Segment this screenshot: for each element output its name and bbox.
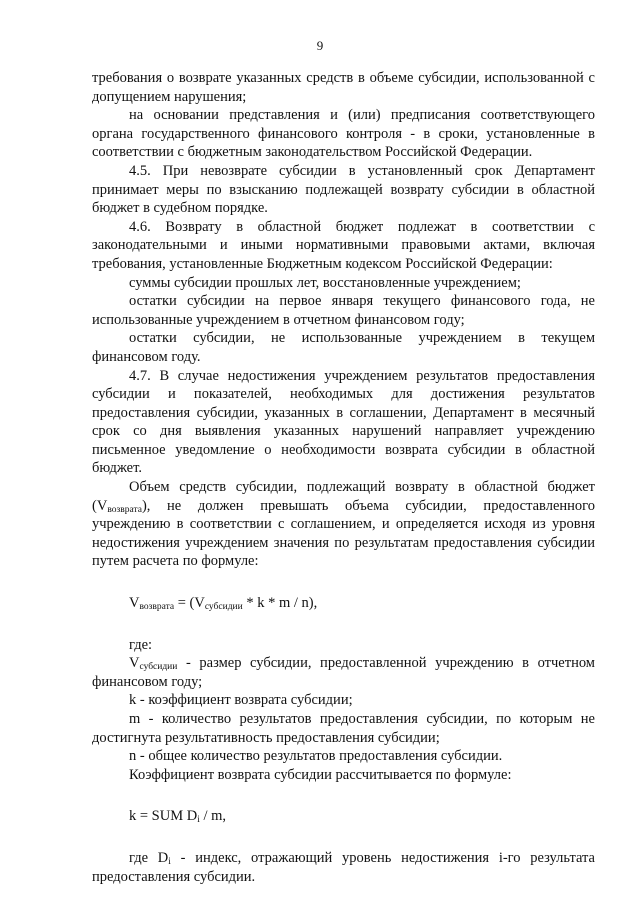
definition-m: m - количество результатов предоставления субсидии, по которым не достигнута результативность предоставления субсидии;: [92, 711, 595, 746]
formula-return-end: * k * m / n),: [242, 595, 318, 612]
paragraph-remains-january: остатки субсидии на первое января текущего финансового года, не использованные учреждением в отчетном финансовом году;: [92, 293, 595, 328]
document-body: [92, 69, 595, 886]
paragraph-4-5: 4.5. При невозврате субсидии в установленный срок Департамент принимает меры по взысканию подлежащей возврату субсидии в областной бюджет в судебном порядке.: [92, 162, 595, 217]
definition-v-subscript: субсидии: [139, 662, 178, 673]
paragraph-4-6: 4.6. Возврату в областной бюджет подлежат в соответствии с законодательными и иными нормативными правовыми актами, включая требования, установленные Бюджетным кодексом Российской Федерации:: [92, 218, 595, 272]
paragraph-4-7: 4.7. В случае недостижения учреждением результатов предоставления субсидии и показателей, необходимых для достижения результатов предоставления субсидии, указанных в соглашении, Департамент в месячный срок со дня выявления указанных нарушений направляет учреждению письменное уведомление о необходимости возврата субсидии в областной бюджет.: [92, 367, 595, 477]
paragraph-past-years: суммы субсидии прошлых лет, восстановленные учреждением;: [129, 274, 521, 291]
coefficient-intro: Коэффициент возврата субсидии рассчитывается по формуле:: [129, 766, 512, 783]
definition-di-before: где D: [129, 849, 169, 866]
paragraph-control-body: на основании представления и (или) предписания соответствующего органа государственного финансового контроля - в сроки, установленные в соответствии с бюджетным законодательством Российской Федерации.: [92, 107, 595, 161]
formula-return-sub2: субсидии: [204, 602, 243, 613]
volume-text-before: Объем средств субсидии, подлежащий возврату в областной бюджет (V: [92, 479, 595, 514]
where-label: где:: [129, 636, 153, 653]
formula-return-sub1: возврата: [139, 602, 175, 613]
definition-v-subsidy: [92, 654, 595, 691]
definition-v-letter: V: [129, 655, 140, 672]
definition-di-after: - индекс, отражающий уровень недостижения i-го результата предоставления субсидии.: [92, 849, 595, 885]
definition-n: n - общее количество результатов предоставления субсидии.: [129, 748, 503, 765]
paragraph-volume: [92, 478, 595, 571]
definition-k: k - коэффициент возврата субсидии;: [129, 692, 353, 709]
paragraph-remains-current: остатки субсидии, не использованные учреждением в текущем финансовом году.: [92, 330, 595, 365]
formula-coefficient-after: / m,: [199, 808, 227, 825]
volume-text-after: ), не должен превышать объема субсидии, предоставленного учреждению в соответствии с соглашением, и определяется исходя из уровня недостижения учреждением значения по результатам предоставления субсидии путем расчета по формуле:: [92, 497, 595, 570]
paragraph-requirement: требования о возврате указанных средств в объеме субсидии, использованной с допущением нарушения;: [92, 70, 595, 105]
volume-subscript: возврата: [107, 504, 142, 515]
page-number: 9: [316, 38, 324, 53]
formula-coefficient: [92, 807, 595, 826]
definition-v-text: - размер субсидии, предоставленной учреждению в отчетном финансовом году;: [92, 655, 595, 690]
definition-di: [92, 849, 595, 886]
formula-coefficient-before: k = SUM D: [129, 808, 198, 825]
formula-return: [92, 594, 595, 613]
definition-di-sub: i: [168, 856, 171, 867]
formula-coefficient-sub: i: [197, 815, 200, 826]
formula-return-v: V: [129, 595, 140, 612]
formula-return-mid: = (V: [174, 595, 205, 612]
